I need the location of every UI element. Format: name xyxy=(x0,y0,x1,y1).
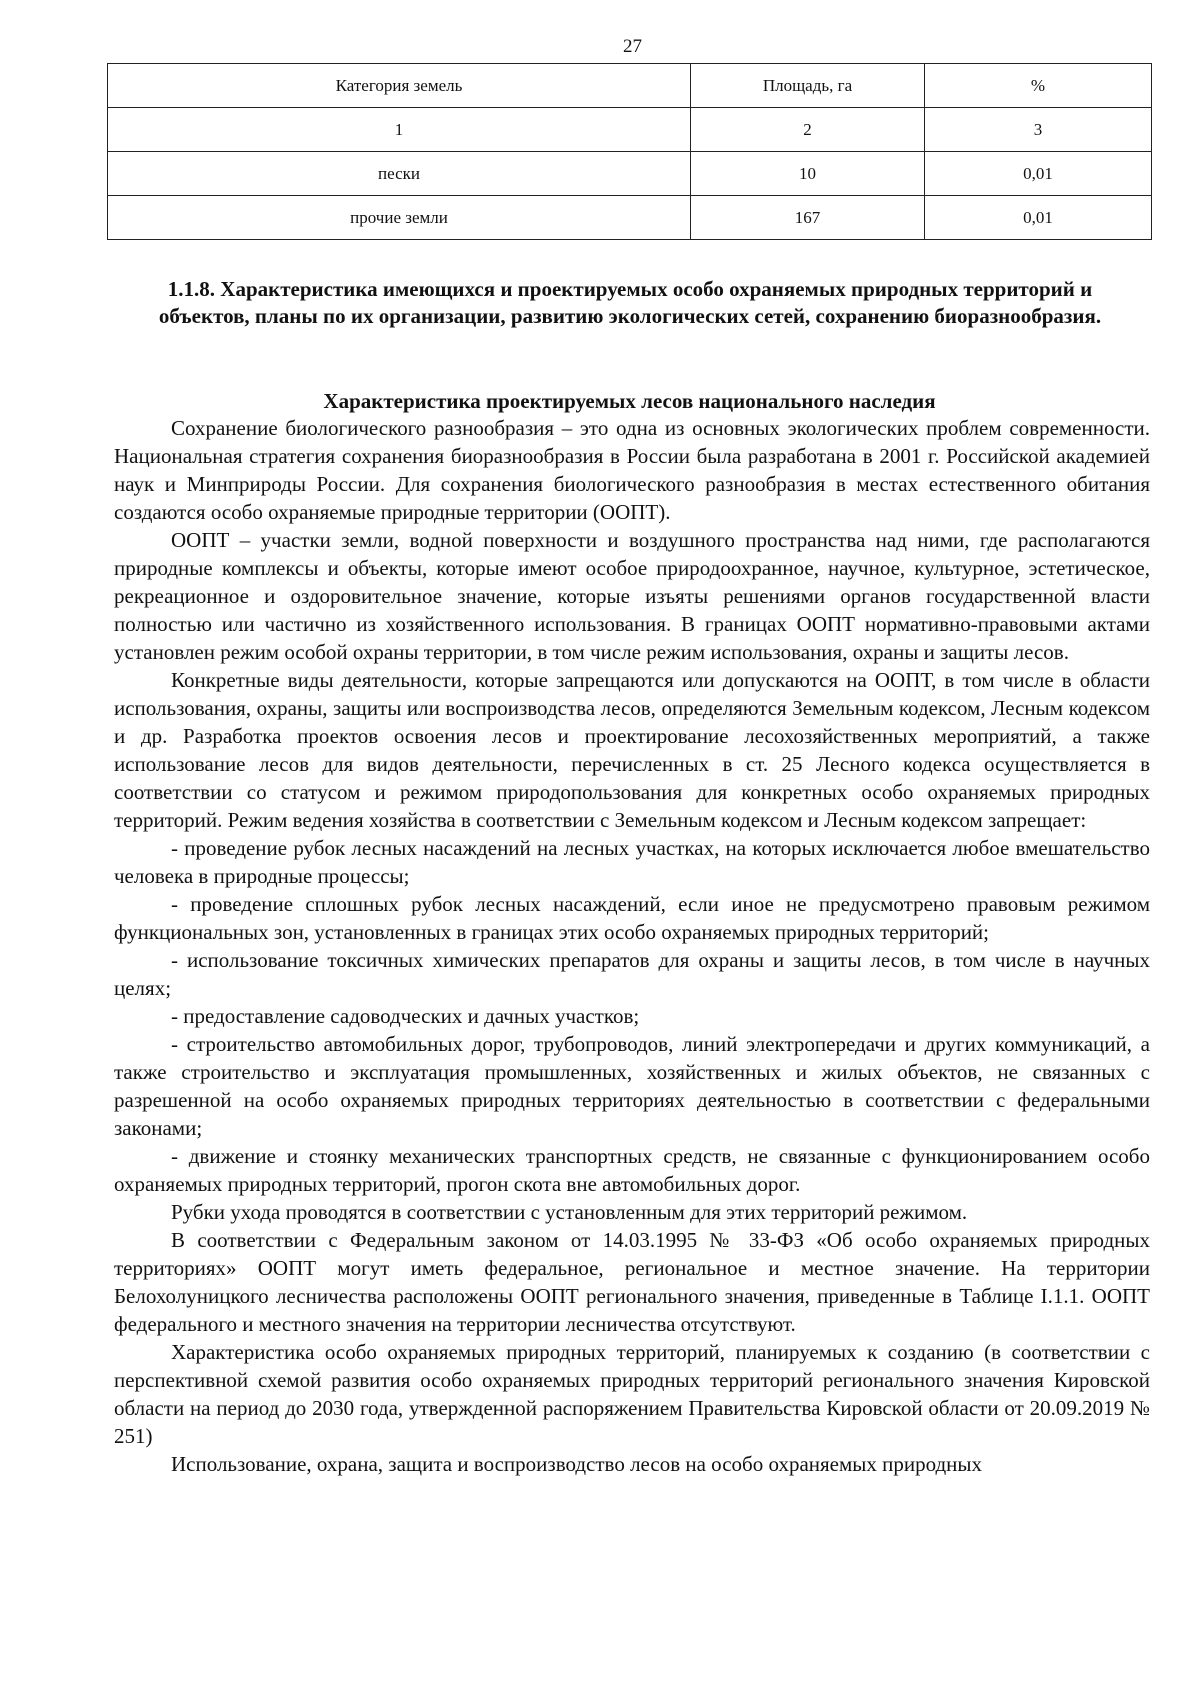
table-cell: 0,01 xyxy=(925,196,1152,240)
paragraph: Сохранение биологического разнообразия – это одна из основных экологических проблем современности. Национальная стратегия сохранения биоразнообразия в России была разработана в 2001 г. Российской академией наук и Минприроды России. Для сохранения биологического разнообразия в местах естественного обитания создаются особо охраняемые природные территории (ООПТ). xyxy=(114,416,1150,524)
table-cell: 10 xyxy=(691,152,925,196)
paragraph: Рубки ухода проводятся в соответствии с установленным для этих территорий режимом. xyxy=(171,1200,968,1224)
table-cell: пески xyxy=(108,152,691,196)
list-item: - движение и стоянку механических транспортных средств, не связанные с функционированием особо охраняемых природных территорий, прогон скота вне автомобильных дорог. xyxy=(114,1144,1150,1196)
paragraph: ООПТ – участки земли, водной поверхности и воздушного пространства над ними, где располагаются природные комплексы и объекты, которые имеют особое природоохранное, научное, культурное, эстетическое, рекреационное и оздоровительное значение, которые изъяты решениями органов государственной власти полностью или частично из хозяйственного использования. В границах ООПТ нормативно-правовыми актами установлен режим особой охраны территории, в том числе режим использования, охраны и защиты лесов. xyxy=(114,528,1150,664)
table-cell: 3 xyxy=(925,108,1152,152)
table-header-row xyxy=(108,64,1152,108)
list-item: - проведение рубок лесных насаждений на лесных участках, на которых исключается любое вмешательство человека в природные процессы; xyxy=(114,836,1150,888)
list-item: - использование токсичных химических препаратов для охраны и защиты лесов, в том числе в научных целях; xyxy=(114,948,1150,1000)
table-cell: прочие земли xyxy=(108,196,691,240)
body-text xyxy=(114,414,1150,1478)
section-title: 1.1.8. Характеристика имеющихся и проектируемых особо охраняемых природных территорий и объектов, планы по их организации, развитию экологических сетей, сохранению биоразнообразия. xyxy=(158,277,1102,328)
page-number: 27 xyxy=(623,36,642,57)
paragraph: В соответствии с Федеральным законом от 14.03.1995 № 33-ФЗ «Об особо охраняемых природных территориях» ООПТ могут иметь федеральное, региональное и местное значение. На территории Белохолуницкого лесничества расположены ООПТ регионального значения, приведенные в Таблице I.1.1. ООПТ федерального и местного значения на территории лесничества отсутствуют. xyxy=(114,1228,1150,1336)
subsection-title: Характеристика проектируемых лесов национального наследия xyxy=(323,389,936,413)
table-header-cell: Категория земель xyxy=(108,64,691,108)
table-cell: 0,01 xyxy=(925,152,1152,196)
list-item: - предоставление садоводческих и дачных участков; xyxy=(171,1004,640,1028)
table-cell: 167 xyxy=(691,196,925,240)
paragraph: Использование, охрана, защита и воспроизводство лесов на особо охраняемых природных xyxy=(171,1452,983,1476)
table-header-cell: Площадь, га xyxy=(691,64,925,108)
land-category-table xyxy=(107,63,1152,240)
table-row xyxy=(108,108,1152,152)
table-cell: 2 xyxy=(691,108,925,152)
table-row xyxy=(108,152,1152,196)
list-item: - строительство автомобильных дорог, трубопроводов, линий электропередачи и других коммуникаций, а также строительство и эксплуатация промышленных, хозяйственных и жилых объектов, не связанных с разрешенной на особо охраняемых природных территориях деятельностью в соответствии с федеральными законами; xyxy=(114,1032,1150,1140)
list-item: - проведение сплошных рубок лесных насаждений, если иное не предусмотрено правовым режимом функциональных зон, установленных в границах этих особо охраняемых природных территорий; xyxy=(114,892,1150,944)
table-row xyxy=(108,196,1152,240)
paragraph: Характеристика особо охраняемых природных территорий, планируемых к созданию (в соответствии с перспективной схемой развития особо охраняемых природных территорий регионального значения Кировской области на период до 2030 года, утвержденной распоряжением Правительства Кировской области от 20.09.2019 № 251) xyxy=(114,1340,1150,1448)
table-cell: 1 xyxy=(108,108,691,152)
table-header-cell: % xyxy=(925,64,1152,108)
paragraph: Конкретные виды деятельности, которые запрещаются или допускаются на ООПТ, в том числе в области использования, охраны, защиты или воспроизводства лесов, определяются Земельным кодексом, Лесным кодексом и др. Разработка проектов освоения лесов и проектирование лесохозяйственных мероприятий, а также использование лесов для видов деятельности, перечисленных в ст. 25 Лесного кодекса осуществляется в соответствии со статусом и режимом природопользования для конкретных особо охраняемых природных территорий. Режим ведения хозяйства в соответствии с Земельным кодексом и Лесным кодексом запрещает: xyxy=(114,668,1150,832)
